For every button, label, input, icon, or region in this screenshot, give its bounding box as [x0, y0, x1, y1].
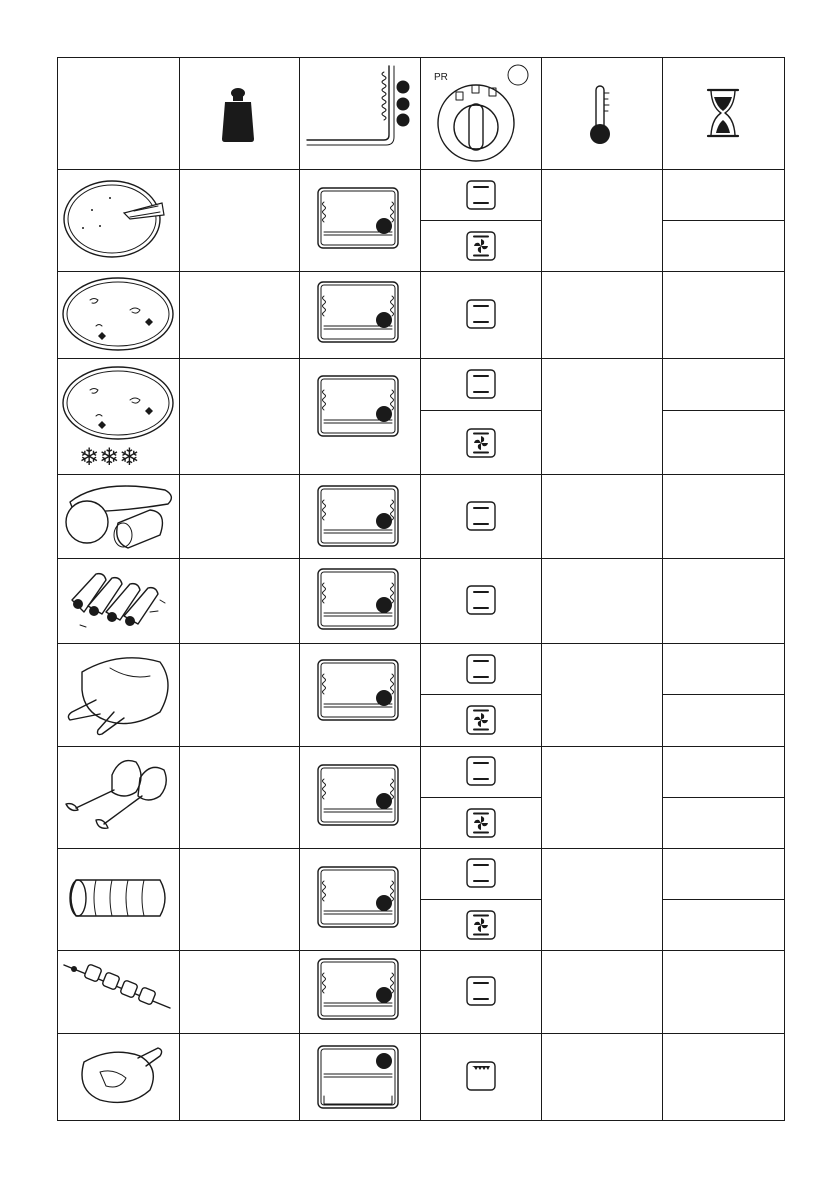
- food-chicken-legs-icon: [66, 761, 166, 829]
- shelf-dot: [376, 987, 392, 1003]
- header-weight-icon: [222, 88, 254, 142]
- conventional-mode-icon: [467, 181, 495, 209]
- food-pie-slice-icon: [64, 181, 164, 257]
- header-hourglass-icon: [708, 90, 738, 136]
- conventional-mode-icon: [467, 502, 495, 530]
- shelf-oven-row-7: [318, 765, 398, 825]
- shelf-oven-row-4: [318, 486, 398, 546]
- conventional-mode-icon: [467, 370, 495, 398]
- table-grid: [57, 57, 785, 1121]
- fan-mode-icon: [467, 706, 495, 734]
- conventional-mode-icon: [467, 977, 495, 1005]
- shelf-oven-row-9: [318, 959, 398, 1019]
- food-whole-chicken-icon: [68, 658, 168, 735]
- shelf-level-1-dot: [397, 114, 410, 127]
- shelf-dot: [376, 895, 392, 911]
- shelf-dot: [376, 513, 392, 529]
- shelf-oven-row-8: [318, 867, 398, 927]
- header-thermometer-icon: [590, 86, 610, 144]
- food-cutlet-icon: [82, 1048, 162, 1102]
- shelf-dot: [376, 1053, 392, 1069]
- shelf-dot: [376, 690, 392, 706]
- shelf-level-2-dot: [397, 98, 410, 111]
- pr-label: PR: [434, 72, 448, 83]
- conventional-mode-icon: [467, 655, 495, 683]
- shelf-oven-row-5: [318, 569, 398, 629]
- shelf-level-3-dot: [397, 81, 410, 94]
- fan-mode-icon: [467, 911, 495, 939]
- shelf-oven-row-10: [318, 1046, 398, 1108]
- food-frozen-pizza-icon: [63, 367, 173, 471]
- grill-mode-icon: [467, 1062, 495, 1090]
- conventional-mode-icon: [467, 757, 495, 785]
- conventional-mode-icon: [467, 859, 495, 887]
- food-rolled-roast-icon: [70, 880, 165, 916]
- shelf-oven-row-3: [318, 376, 398, 436]
- frozen-marker: ❄❄❄: [79, 443, 140, 471]
- shelf-dot: [376, 406, 392, 422]
- food-bread-icon: [66, 486, 171, 548]
- shelf-oven-row-6: [318, 660, 398, 720]
- shelf-oven-row-1: [318, 188, 398, 248]
- food-pizza-icon: [63, 278, 173, 350]
- fan-mode-icon: [467, 429, 495, 457]
- food-skewer-icon: [64, 964, 170, 1008]
- shelf-dot: [376, 312, 392, 328]
- conventional-mode-icon: [467, 586, 495, 614]
- header-shelf-position-icon: [307, 66, 410, 145]
- conventional-mode-icon: [467, 300, 495, 328]
- shelf-dot: [376, 218, 392, 234]
- shelf-dot: [376, 793, 392, 809]
- header-selector-knob-icon: [434, 65, 528, 161]
- food-cannelloni-icon: [72, 574, 165, 627]
- shelf-oven-row-2: [318, 282, 398, 342]
- fan-mode-icon: [467, 809, 495, 837]
- fan-mode-icon: [467, 232, 495, 260]
- shelf-dot: [376, 597, 392, 613]
